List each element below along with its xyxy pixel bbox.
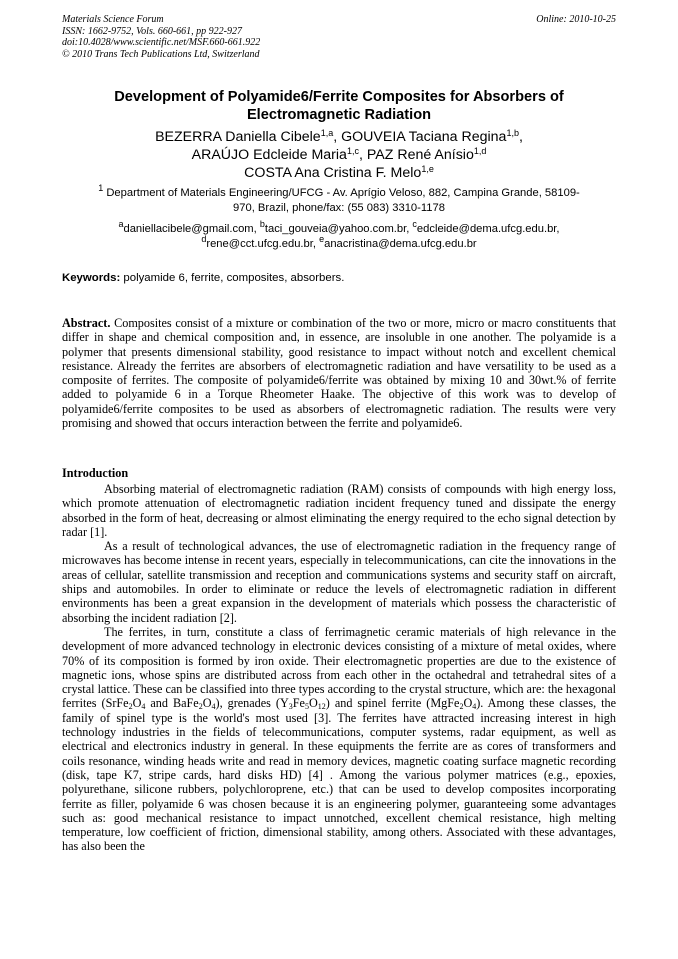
formula-srfe2o4 [106,696,146,710]
author-line-2: ARAÚJO Edcleide Maria$^{1,c}$, PAZ René Anísio$^{1,d}$ [191,146,487,164]
formula-part: SrFe [105,696,129,711]
email-sup: d [201,233,207,244]
email-list [62,219,616,252]
email-link[interactable]: rene@cct.ufcg.edu.br [206,237,313,250]
email-line-1: $^a$daniellacibele@gmail.com, $^b$taci_gouveia@yahoo.com.br, $^c$edcleide@dema.ufcg.edu.br, [118,219,560,235]
title-line-2: Electromagnetic Radiation [246,107,432,123]
keywords-text: polyamide 6, ferrite, composites, absorbers. [123,272,345,284]
journal-name: Materials Science Forum [62,14,164,25]
formula-part: O [308,696,318,711]
formula-part: Y [279,696,289,711]
paragraph-text: ) and spinel ferrite ( [325,696,431,711]
email-link[interactable]: taci_gouveia@yahoo.com.br [264,223,407,235]
formula-sub: 12 [317,702,326,712]
formula-sub: 4 [472,702,477,712]
author-sup: 1,a [320,128,334,138]
formula-part: O [463,696,473,711]
author-sup: 1,e [421,164,434,175]
paragraph-text: The ferrites, in turn, constitute a class of ferrimagnetic ceramic materials of high relevance in the development of more advanced technology in electronic devices consisting of a mixture of metal oxides, where 70% of its composition is formed by iron oxide. Their electromagnetic properties are due to the existence of magnetic ions, whose spins are distributed across from each other in the octahedral and tetrahedral sites of a crystal lattice. These can be classified into three types according to the crystal structure, which are: the hexagonal ferrites ( [62,624,616,711]
email-sup: c [412,219,417,229]
paragraph-text: and [145,696,173,711]
paragraph [62,625,616,854]
abstract-label: Abstract. [62,316,111,330]
title-line-1: Development of Polyamide6/Ferrite Composites for Absorbers of [114,89,564,105]
doi-line: doi:10.4028/www.scientific.net/MSF.660-661.922 [62,37,261,49]
author-line-1: BEZERRA Daniella Cibele$^{1,a}$, GOUVEIA Taciana Regina$^{1,b}$, [155,128,523,145]
formula-bafe2o4 [173,696,216,710]
formula-sub: 4 [211,702,216,712]
formula-part: Fe [292,696,305,711]
author-name: ARAÚJO Edcleide Maria [191,147,347,164]
journal-header [62,14,616,60]
email-link[interactable]: edcleide@dema.ufcg.edu.br [416,223,557,235]
abstract [62,316,616,430]
email-sup: b [259,219,265,229]
author-name: PAZ René Anísio [366,147,474,164]
author-list [62,128,616,183]
issn-line: ISSN: 1662-9752, Vols. 660-661, pp 922-927 [62,25,242,37]
affiliation-sup: 1 [98,183,104,193]
email-link[interactable]: daniellacibele@gmail.com [123,223,254,235]
affiliation-text-1: Department of Materials Engineering/UFCG - Av. Aprígio Veloso, 882, Campina Grande, 58109- [106,187,580,199]
formula-part: O [202,696,212,711]
section-heading-introduction: Introduction [62,466,129,480]
abstract-text: Composites consist of a mixture or combination of the two or more, micro or macro constituents that differ in shape and chemical composition and, in essence, are insoluble in one another. The polyamide is a polymer that presents dimensional stability, good resistance to impact without notch and excellent chemical resistance. Already the ferrites are absorbers of electromagnetic radiation and have versatility to be used as a composite of ferrites. The composite of polyamide6/ferrite was obtained by mixing 10 and 30wt.% of ferrite added to polyamide 6 in a Torque Rheometer Haake. The objective of this work was to develop of polyamide6/ferrite composites to be used as absorbers of electromagnetic radiation. The results were very promising and showed that occurs interaction between the ferrite and polyamide6. [62,316,616,431]
keywords [62,271,616,285]
formula-y3fe5o12 [280,696,326,710]
author-sup: 1,b [506,128,519,138]
paper-title [62,88,616,124]
formula-sub: 2 [128,702,133,712]
author-sup: 1,d [473,146,487,157]
formula-sub: 5 [304,702,309,712]
email-link[interactable]: anacristina@dema.ufcg.edu.br [324,237,477,250]
author-line-3 [62,164,616,182]
copyright-line: © 2010 Trans Tech Publications Ltd, Switzerland [62,48,260,60]
affiliation-line-2: 970, Brazil, phone/fax: (55 083) 3310-1178 [233,201,445,214]
formula-part: O [132,696,142,711]
author-name: GOUVEIA Taciana Regina [341,129,507,145]
author-sup: 1,c [346,146,359,157]
affiliation [62,183,616,216]
email-sup: e [319,233,325,244]
paragraph-text: ). Among these classes, the family of spinel type is the world's most used [3]. The ferrites have attracted increasing interest in high technology industries in the fields of telecommunications, computer systems, radar equipment, as well as electrical and electronics industry in general. In these equipments the ferrite are as cores of transformers and coils resonance, winding heads write and read in memory devices, magnetic coating surface magnetic recording (disk, tape K7, stripe cards, hard disks HD) [4] . Among the various polymer matrices (e.g., epoxies, polyurethane, silicone rubbers, polychloroprene, etc.) that can be used to develop composites incorporating ferrite as filler, polyamide 6 was chosen because it is an engineering polymer, guaranteeing some advantages such as: good mechanical resistance to impact unnotched, excellent chemical resistance, high melting temperature, low coefficient of friction, dimensional stability, among others. Associated with these advantages, has also been the [62,696,616,854]
author-name: COSTA Ana Cristina F. Melo [244,165,422,182]
formula-sub: 3 [288,702,293,712]
formula-sub: 4 [141,702,146,712]
formula-part: BaFe [172,696,199,711]
formula-mgfe2o4 [430,696,476,710]
introduction-body [62,482,616,854]
keywords-label: Keywords: [62,272,121,284]
affiliation-line-1 [62,183,616,201]
email-sup: a [118,219,124,229]
email-line-2: $^d$rene@cct.ufcg.edu.br, $^e$anacristina@dema.ufcg.edu.br [201,233,477,250]
author-name: BEZERRA Daniella Cibele [155,129,321,145]
formula-sub: 2 [198,702,203,712]
paragraph: Absorbing material of electromagnetic radiation (RAM) consists of compounds with high energy loss, which promote attenuation of electromagnetic radiation incident frequency tuned and dissipate the energy absorbed in the form of heat, decreasing or almost eliminating the energy required to the echo signal detection by radar [1]. [62,482,616,539]
paragraph-text: ), grenades ( [215,696,280,711]
formula-part: MgFe [430,696,460,711]
online-date: Online: 2010-10-25 [536,14,616,25]
paragraph: As a result of technological advances, the use of electromagnetic radiation in the frequency range of microwaves has become intense in recent years, especially in telecommunications, can cite the innovations in the areas of cellular, satellite transmission and reception and communications systems and security staff on aircraft, ships and automobiles. In order to eliminate or reduce the levels of electromagnetic radiation in different environments has been a great expansion in the development of materials which possess the characteristic of absorbing the incident radiation [2]. [62,539,616,625]
formula-sub: 2 [459,702,464,712]
